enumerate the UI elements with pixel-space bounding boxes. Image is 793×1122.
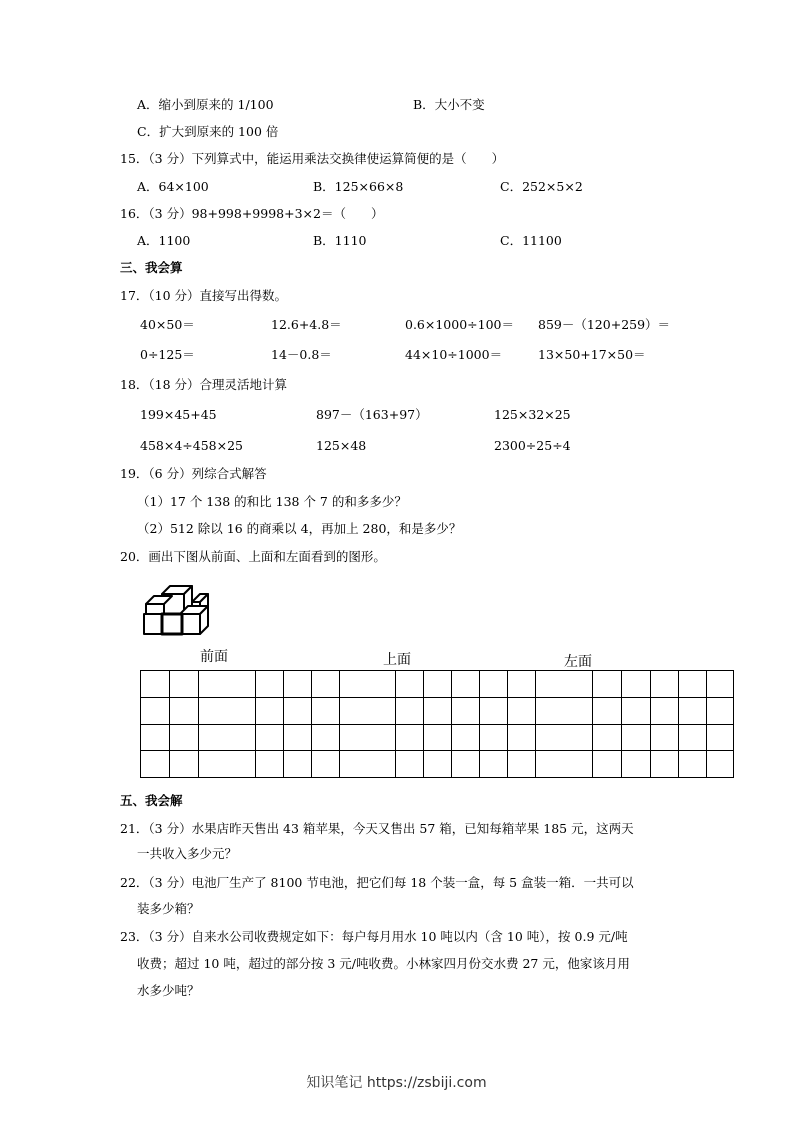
footer-watermark: 知识笔记 https://zsbiji.com (306, 1075, 487, 1091)
q15-option-c: C．252×5×2 (500, 179, 583, 194)
q17-item: 12.6+4.8＝ (271, 317, 342, 332)
q16-option-a: A．1100 (137, 233, 191, 248)
q17-item: 14－0.8＝ (271, 347, 332, 362)
q17-item: 40×50＝ (140, 317, 195, 332)
q17-item: 44×10÷1000＝ (405, 347, 503, 362)
q16-stem: 16．（3 分）98+998+9998+3×2＝（ ） (120, 206, 384, 221)
q17-item: 0÷125＝ (140, 347, 195, 362)
section5-title: 五、我会解 (120, 793, 183, 808)
q14-option-c: C．扩大到原来的 100 倍 (137, 124, 279, 139)
view-label-front: 前面 (200, 649, 228, 665)
view-label-top: 上面 (383, 652, 411, 668)
q23-line3: 水多少吨？ (137, 983, 200, 998)
q21-line2: 一共收入多少元？ (137, 846, 238, 861)
q14-option-b: B．大小不变 (413, 97, 485, 112)
q15-option-b: B．125×66×8 (313, 179, 404, 194)
q18-stem: 18．（18 分）合理灵活地计算 (120, 377, 288, 392)
drawing-grid (140, 670, 734, 778)
q19-sub1: （1）17 个 138 的和比 138 个 7 的和多多少？ (137, 494, 407, 509)
q14-option-a: A．缩小到原来的 1/100 (137, 97, 274, 112)
q17-item: 859－（120+259）＝ (538, 317, 671, 332)
view-label-left: 左面 (564, 654, 592, 670)
q22-line1: 22．（3 分）电池厂生产了 8100 节电池，把它们每 18 个装一盒，每 5 盒装一箱．一共可以 (120, 875, 634, 890)
q17-item: 0.6×1000÷100＝ (405, 317, 514, 332)
q18-item: 458×4÷458×25 (140, 438, 243, 453)
q23-line1: 23．（3 分）自来水公司收费规定如下：每户每月用水 10 吨以内（含 10 吨），按 0.9 元/吨 (120, 929, 628, 944)
q18-item: 125×32×25 (494, 407, 571, 422)
q17-item: 13×50+17×50＝ (538, 347, 646, 362)
q22-line2: 装多少箱？ (137, 901, 200, 916)
q17-stem: 17．（10 分）直接写出得数。 (120, 288, 288, 303)
q20-stem: 20．画出下图从前面、上面和左面看到的图形。 (120, 549, 386, 564)
q19-stem: 19．（6 分）列综合式解答 (120, 466, 267, 481)
q23-line2: 收费；超过 10 吨，超过的部分按 3 元/吨收费。小林家四月份交水费 27 元，他家该月用 (137, 956, 630, 971)
q19-sub2: （2）512 除以 16 的商乘以 4，再加上 280，和是多少？ (137, 521, 462, 536)
section3-title: 三、我会算 (120, 260, 183, 275)
q18-item: 2300÷25÷4 (494, 438, 571, 453)
q16-option-c: C．11100 (500, 233, 562, 248)
q18-item: 125×48 (316, 438, 367, 453)
q15-stem: 15．（3 分）下列算式中，能运用乘法交换律使运算简便的是（ ） (120, 151, 505, 166)
q18-item: 897－（163+97） (316, 407, 428, 422)
q21-line1: 21．（3 分）水果店昨天售出 43 箱苹果，今天又售出 57 箱，已知每箱苹果 185 元，这两天 (120, 821, 634, 836)
q15-option-a: A．64×100 (137, 179, 209, 194)
cube-figure-icon (140, 580, 212, 642)
q16-option-b: B．1110 (313, 233, 367, 248)
q18-item: 199×45+45 (140, 407, 217, 422)
